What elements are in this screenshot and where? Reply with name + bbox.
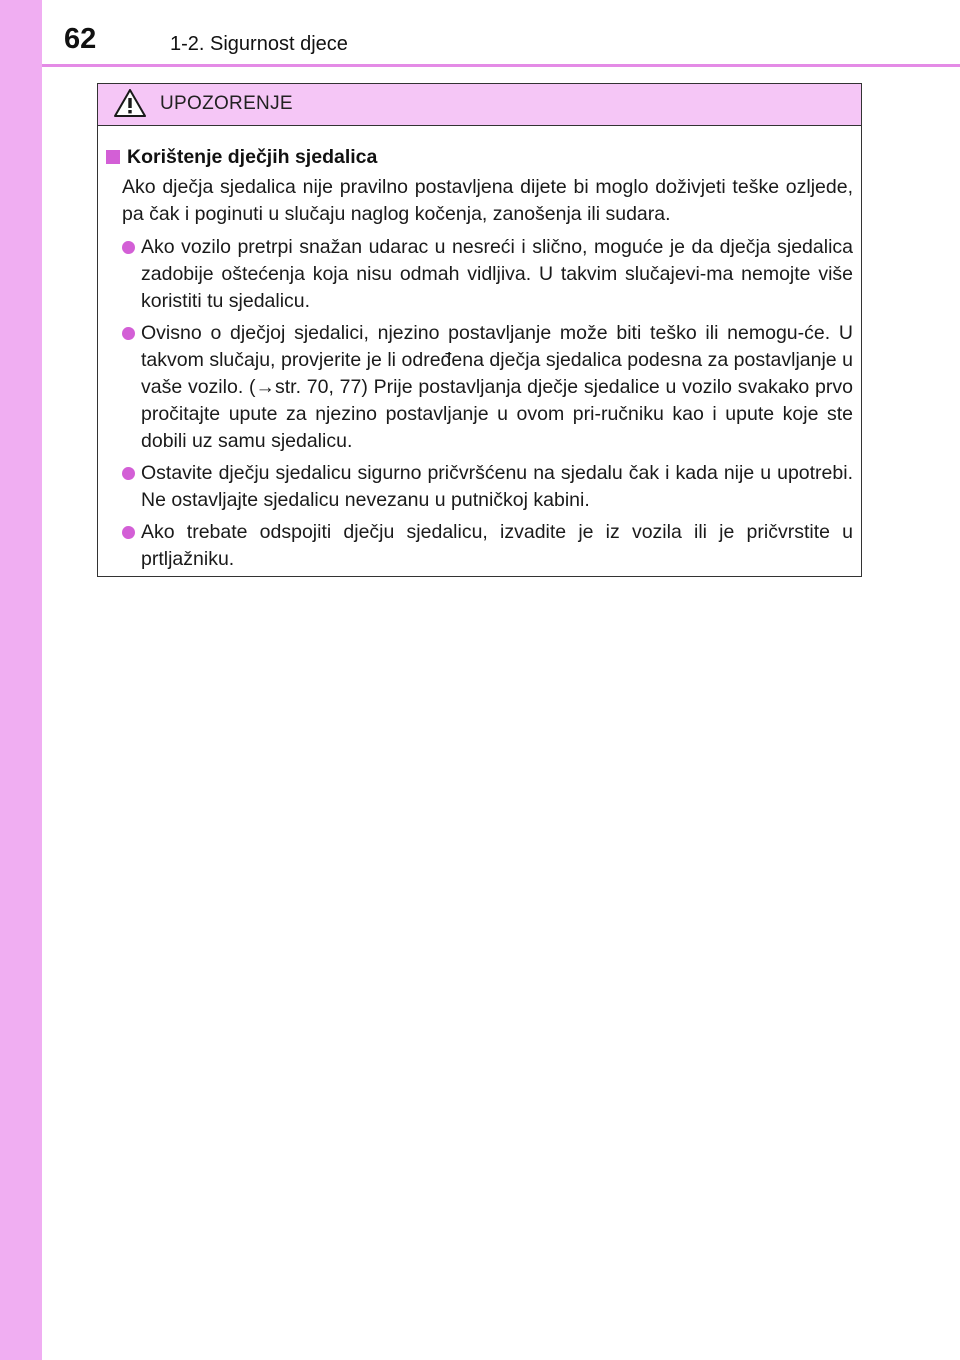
- warning-body: [98, 126, 861, 573]
- intro-paragraph: Ako dječja sjedalica nije pravilno postavljena dijete bi moglo doživjeti teške ozljede, pa čak i poginuti u slučaju naglog kočenja, zanošenja ili sudara.: [122, 176, 853, 225]
- round-bullet-icon: [122, 327, 135, 340]
- list-item-text: Ostavite dječju sjedalicu sigurno pričvršćenu na sjedalu čak i kada nije u upotrebi. Ne ostavljajte sjedalicu nevezanu u putničkoj kabini.: [141, 462, 853, 511]
- list-item: [122, 320, 853, 455]
- round-bullet-icon: [122, 467, 135, 480]
- header-divider: [42, 64, 960, 67]
- warning-header: [98, 84, 861, 126]
- side-color-strip: [0, 0, 42, 1360]
- section-title: 1-2. Sigurnost djece: [170, 33, 348, 55]
- page-number: 62: [64, 23, 97, 55]
- warning-box: [97, 83, 862, 577]
- list-item: [122, 234, 853, 315]
- list-item-text: Ako trebate odspojiti dječju sjedalicu, izvadite je iz vozila ili je pričvrstite u prtljažniku.: [141, 521, 853, 570]
- subheading: [106, 144, 853, 170]
- list-item-text: Ovisno o dječjoj sjedalici, njezino postavljanje može biti teško ili nemogu-će. U takvom slučaju, provjerite je li određena dječja sjedalica podesna za postavljanje u vaše vozilo. (→str. 70, 77) Prije postavljanja dječje sjedalice u vozilo svakako prvo pročitajte upute za njezino postavljanje u ovom pri-ručniku kao i upute koje ste dobili uz samu sjedalicu.: [141, 322, 853, 452]
- round-bullet-icon: [122, 241, 135, 254]
- round-bullet-icon: [122, 526, 135, 539]
- list-item: [122, 460, 853, 514]
- list-item-text: Ako vozilo pretrpi snažan udarac u nesreći i slično, moguće je da dječja sjedalica zadobije oštećenja koja nisu odmah vidljiva. U takvim slučajevi-ma nemojte više koristiti tu sjedalicu.: [141, 236, 853, 312]
- subheading-text: Korištenje dječjih sjedalica: [127, 145, 378, 168]
- warning-triangle-icon: [114, 89, 146, 117]
- square-bullet-icon: [106, 150, 120, 164]
- list-item: [122, 519, 853, 573]
- warning-label: UPOZORENJE: [160, 93, 293, 114]
